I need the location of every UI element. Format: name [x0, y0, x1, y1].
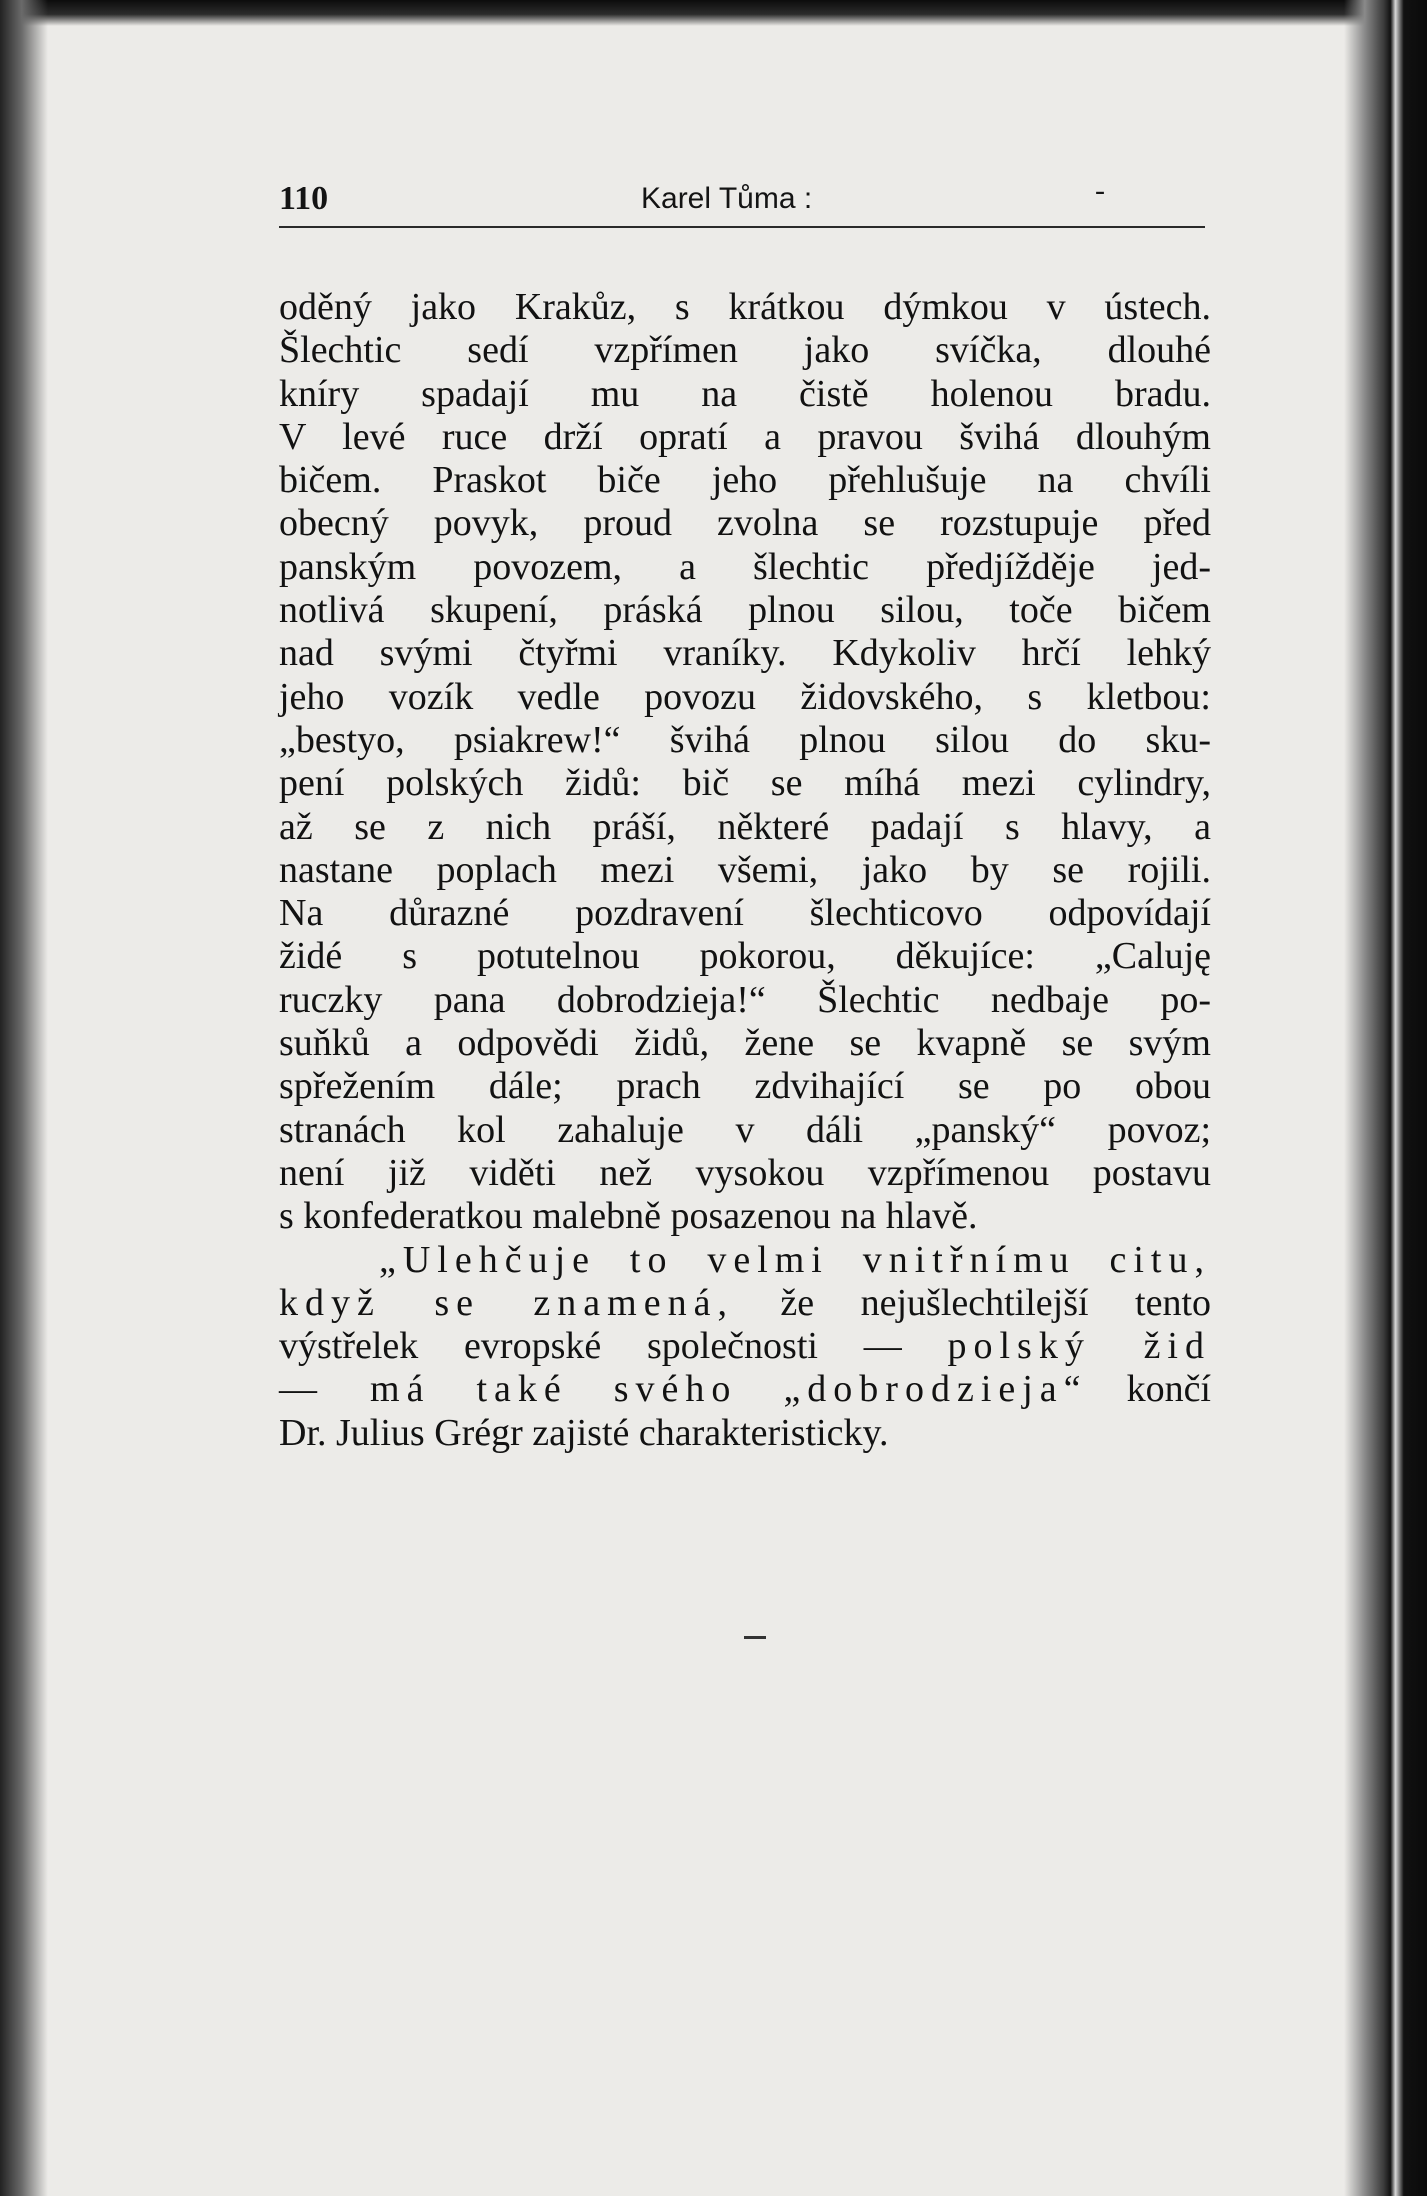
text-line: nastane poplach mezi všemi, jako by se rojili.: [279, 848, 1211, 891]
text-line: panským povozem, a šlechtic předjížděje jed-: [279, 545, 1211, 588]
spaced-text: — má také svého „dobrodzieja“: [279, 1368, 1088, 1411]
page-header: [279, 176, 1205, 228]
text-line: [279, 1282, 1211, 1325]
text-line: [279, 1368, 1211, 1411]
page-body: [279, 286, 1211, 1455]
plain-text: výstřelek evropské společnosti —: [279, 1325, 948, 1368]
plain-text: končí: [1087, 1368, 1211, 1411]
text-line: není již viděti než vysokou vzpřímenou postavu: [279, 1151, 1211, 1194]
text-line: V levé ruce drží opratí a pravou švihá dlouhým: [279, 415, 1211, 458]
text-line: s konfederatkou malebně posazenou na hlavě.: [279, 1195, 978, 1238]
text-line: stranách kol zahaluje v dáli „panský“ povoz;: [279, 1108, 1211, 1151]
plain-text: že nejušlechtilejší tento: [733, 1281, 1211, 1324]
text-line: až se z nich práší, některé padají s hlavy, a: [279, 805, 1211, 848]
text-line: spřežením dále; prach zdvihající se po obou: [279, 1065, 1211, 1108]
spaced-text: když se znamená,: [279, 1281, 734, 1324]
paragraph-1: [279, 286, 1211, 1239]
spaced-text: „Ulehčuje to velmi vnitřnímu citu,: [379, 1238, 1211, 1281]
spaced-text: polský žid: [947, 1325, 1211, 1368]
text-line: [279, 1412, 1211, 1455]
text-line: kníry spadají mu na čistě holenou bradu.: [279, 372, 1211, 415]
text-line: suňků a odpovědi židů, žene se kvapně se svým: [279, 1022, 1211, 1065]
running-head: Karel Tůma :: [641, 182, 813, 215]
text-line: pení polských židů: bič se míhá mezi cylindry,: [279, 762, 1211, 805]
scan-left-edge: [0, 0, 48, 2196]
text-line: Šlechtic sedí vzpřímen jako svíčka, dlouhé: [279, 329, 1211, 372]
page-number: 110: [279, 180, 329, 217]
scan-right-edge: [1344, 0, 1427, 2196]
text-line: Na důrazné pozdravení šlechticovo odpovídají: [279, 892, 1211, 935]
text-line: [279, 1325, 1211, 1368]
header-mark: -: [1095, 174, 1105, 207]
scan-top-edge: [0, 0, 1427, 26]
header-rule: [279, 226, 1205, 228]
text-line: židé s potutelnou pokorou, děkujíce: „Caluję: [279, 935, 1211, 978]
text-line: jeho vozík vedle povozu židovského, s kletbou:: [279, 675, 1211, 718]
text-line: ruczky pana dobrodzieja!“ Šlechtic nedbaje po-: [279, 978, 1211, 1021]
plain-text: Dr. Julius Grégr zajisté charakteristicky.: [279, 1411, 889, 1454]
text-line: nad svými čtyřmi vraníky. Kdykoliv hrčí lehký: [279, 632, 1211, 675]
text-line: notlivá skupení, práská plnou silou, toče bičem: [279, 589, 1211, 632]
text-line: oděný jako Krakůz, s krátkou dýmkou v ústech.: [279, 286, 1211, 328]
text-line: „bestyo, psiakrew!“ švihá plnou silou do sku-: [279, 718, 1211, 761]
page-end-mark: [744, 1636, 766, 1639]
text-line: obecný povyk, proud zvolna se rozstupuje před: [279, 502, 1211, 545]
text-line: bičem. Praskot biče jeho přehlušuje na chvíli: [279, 459, 1211, 502]
text-line: [279, 1239, 1211, 1282]
paragraph-2: [279, 1239, 1211, 1455]
